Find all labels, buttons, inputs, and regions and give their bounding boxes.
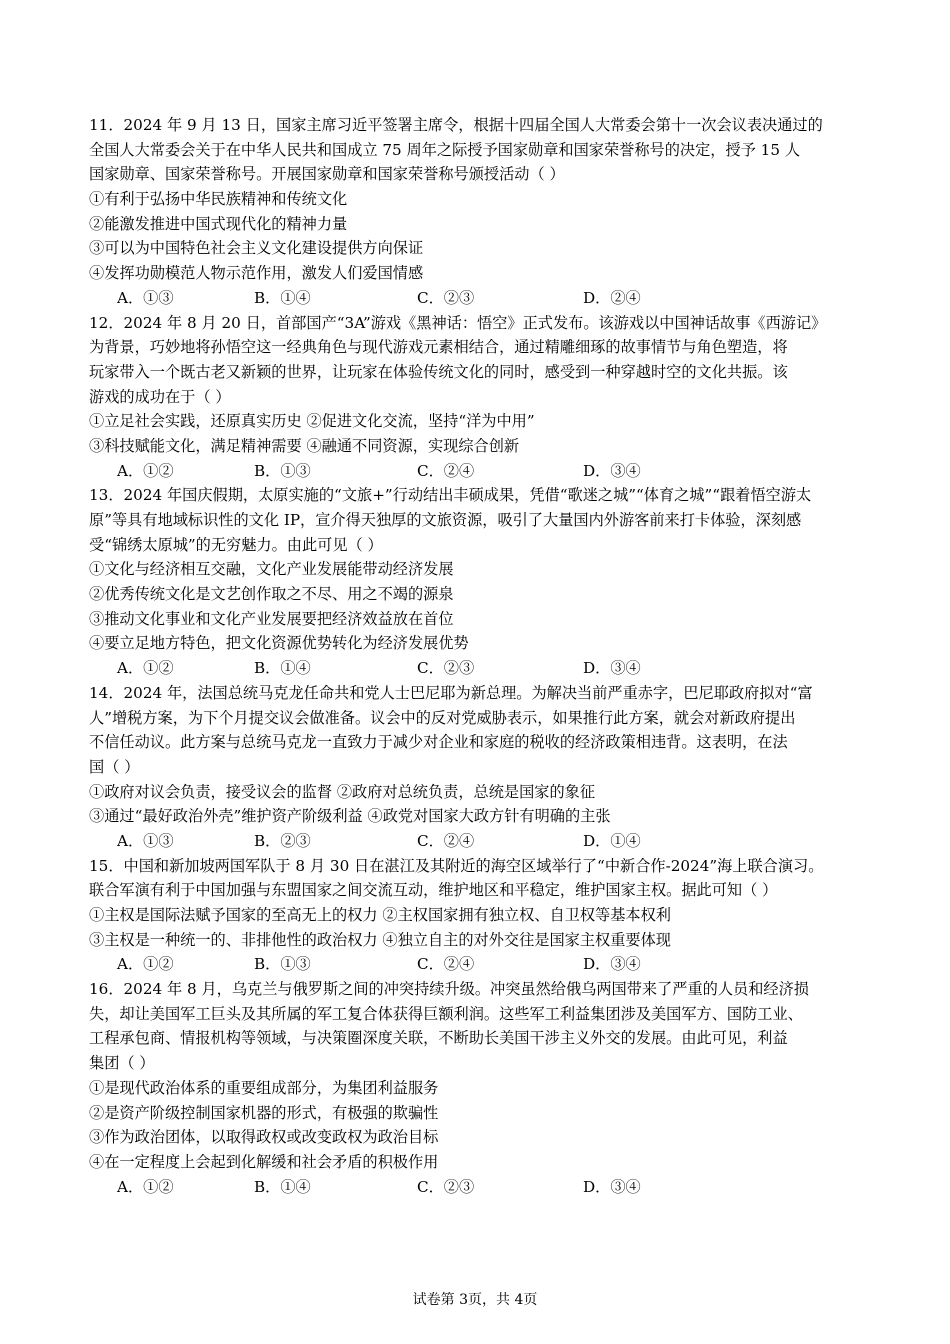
answer-option-a[interactable]: A．①③	[117, 288, 174, 307]
question-block	[89, 681, 869, 854]
answer-option-d[interactable]: D．③④	[583, 659, 641, 678]
question-stem-line: 玩家带入一个既古老又新颖的世界，让玩家在体验传统文化的同时，感受到一种穿越时空的文化共振。该	[89, 362, 788, 381]
question-stem-line: 12．2024 年 8 月 20 日，首部国产“3A”游戏《黑神话：悟空》正式发布。该游戏以中国神话故事《西游记》	[89, 313, 827, 332]
question-stem-line: 人”增税方案，为下个月提交议会做准备。议会中的反对党威胁表示，如果推行此方案，就会对新政府提出	[89, 708, 796, 727]
statement-line: ①政府对议会负责，接受议会的监督 ②政府对总统负责，总统是国家的象征	[89, 782, 596, 801]
statement-line: ③通过“最好政治外壳”维护资产阶级利益 ④政党对国家大政方针有明确的主张	[89, 807, 611, 826]
question-stem-line: 13．2024 年国庆假期，太原实施的“文旅+”行动结出丰硕成果，凭借“歌迷之城”“体育之城”“跟着悟空游太	[89, 486, 812, 505]
answer-option-c[interactable]: C．②③	[417, 288, 475, 307]
question-stem-line: 15．中国和新加坡两国军队于 8 月 30 日在湛江及其附近的海空区域举行了“中新合作-2024”海上联合演习。	[89, 856, 824, 875]
answer-option-b[interactable]: B．①③	[254, 461, 311, 480]
question-stem-line: 国家勋章、国家荣誉称号。开展国家勋章和国家荣誉称号颁授活动（ ）	[89, 165, 565, 184]
answer-option-d[interactable]: D．③④	[583, 955, 641, 974]
answer-options	[89, 656, 869, 681]
question-stem-line: 集团（ ）	[89, 1054, 155, 1073]
question-stem-line: 16．2024 年 8 月，乌克兰与俄罗斯之间的冲突持续升级。冲突虽然给俄乌两国带来了严重的人员和经济损	[89, 980, 809, 999]
question-block	[89, 113, 869, 311]
answer-option-c[interactable]: C．②③	[417, 659, 475, 678]
page-footer: 试卷第 3页，共 4页	[412, 1292, 538, 1308]
answer-option-b[interactable]: B．①④	[254, 288, 311, 307]
statement-line: ②优秀传统文化是文艺创作取之不尽、用之不竭的源泉	[89, 585, 454, 604]
question-stem-line: 联合军演有利于中国加强与东盟国家之间交流互动，维护地区和平稳定，维护国家主权。据此可知（ ）	[89, 881, 778, 900]
answer-option-a[interactable]: A．①②	[117, 955, 174, 974]
question-stem-line: 不信任动议。此方案与总统马克龙一直致力于减少对企业和家庭的税收的经济政策相违背。这表明，在法	[89, 733, 788, 752]
answer-option-d[interactable]: D．①④	[583, 831, 641, 850]
statement-line: ①有利于弘扬中华民族精神和传统文化	[89, 190, 348, 209]
statement-line: ④要立足地方特色，把文化资源优势转化为经济发展优势	[89, 634, 469, 653]
answer-options	[89, 829, 869, 854]
statement-line: ③作为政治团体，以取得政权或改变政权为政治目标	[89, 1128, 439, 1147]
answer-option-b[interactable]: B．①③	[254, 955, 311, 974]
answer-option-b[interactable]: B．①④	[254, 1177, 311, 1196]
answer-option-a[interactable]: A．①②	[117, 1177, 174, 1196]
answer-options	[89, 459, 869, 484]
answer-option-a[interactable]: A．①②	[117, 461, 174, 480]
statement-line: ①是现代政治体系的重要组成部分，为集团利益服务	[89, 1078, 439, 1097]
statement-line: ③主权是一种统一的、非排他性的政治权力 ④独立自主的对外交往是国家主权重要体现	[89, 930, 671, 949]
exam-page	[89, 113, 869, 1199]
statement-line: ②是资产阶级控制国家机器的形式，有极强的欺骗性	[89, 1103, 439, 1122]
question-block	[89, 854, 869, 977]
answer-option-d[interactable]: D．②④	[583, 288, 641, 307]
statement-line: ④发挥功勋模范人物示范作用，激发人们爱国情感	[89, 264, 424, 283]
question-stem-line: 为背景，巧妙地将孙悟空这一经典角色与现代游戏元素相结合，通过精雕细琢的故事情节与角色塑造，将	[89, 338, 788, 357]
question-stem-line: 原”等具有地域标识性的文化 IP，宣介得天独厚的文旅资源，吸引了大量国内外游客前来打卡体验，深刻感	[89, 511, 802, 529]
answer-option-b[interactable]: B．①④	[254, 659, 311, 678]
question-stem-line: 11．2024 年 9 月 13 日，国家主席习近平签署主席令，根据十四届全国人大常委会第十一次会议表决通过的	[89, 116, 823, 134]
statement-line: ②能激发推进中国式现代化的精神力量	[89, 214, 348, 233]
statement-line: ①立足社会实践，还原真实历史 ②促进文化交流，坚持“洋为中用”	[89, 412, 535, 431]
question-stem-line: 受“锦绣太原城”的无穷魅力。由此可见（ ）	[89, 535, 383, 554]
statement-line: ③可以为中国特色社会主义文化建设提供方向保证	[89, 239, 424, 258]
answer-option-c[interactable]: C．②④	[417, 461, 475, 480]
question-stem-line: 游戏的成功在于（ ）	[89, 387, 231, 406]
question-stem-line: 失，却让美国军工巨头及其所属的军工复合体获得巨额利润。这些军工利益集团涉及美国军方、国防工业、	[89, 1004, 803, 1023]
question-stem-line: 国（ ）	[89, 757, 140, 776]
question-block	[89, 311, 869, 484]
question-block	[89, 977, 869, 1199]
question-block	[89, 483, 869, 681]
answer-option-a[interactable]: A．①③	[117, 831, 174, 850]
answer-option-b[interactable]: B．②③	[254, 831, 311, 850]
question-stem-line: 全国人大常委会关于在中华人民共和国成立 75 周年之际授予国家勋章和国家荣誉称号的决定，授予 15 人	[89, 140, 801, 159]
question-stem-line: 工程承包商、情报机构等领域，与决策圈深度关联，不断助长美国干涉主义外交的发展。由此可见，利益	[89, 1029, 788, 1048]
statement-line: ③科技赋能文化，满足精神需要 ④融通不同资源，实现综合创新	[89, 436, 520, 455]
statement-line: ①文化与经济相互交融，文化产业发展能带动经济发展	[89, 560, 454, 579]
answer-options	[89, 1175, 869, 1200]
answer-option-d[interactable]: D．③④	[583, 1177, 641, 1196]
answer-option-c[interactable]: C．②③	[417, 1177, 475, 1196]
statement-line: ④在一定程度上会起到化解缓和社会矛盾的积极作用	[89, 1152, 439, 1171]
question-stem-line: 14．2024 年，法国总统马克龙任命共和党人士巴尼耶为新总理。为解决当前严重赤字，巴尼耶政府拟对“富	[89, 683, 813, 702]
answer-option-d[interactable]: D．③④	[583, 461, 641, 480]
answer-option-c[interactable]: C．②④	[417, 831, 475, 850]
answer-option-c[interactable]: C．②④	[417, 955, 475, 974]
answer-option-a[interactable]: A．①②	[117, 659, 174, 678]
statement-line: ③推动文化事业和文化产业发展要把经济效益放在首位	[89, 609, 454, 628]
answer-options	[89, 952, 869, 977]
statement-line: ①主权是国际法赋予国家的至高无上的权力 ②主权国家拥有独立权、自卫权等基本权利	[89, 906, 671, 924]
answer-options	[89, 286, 869, 311]
